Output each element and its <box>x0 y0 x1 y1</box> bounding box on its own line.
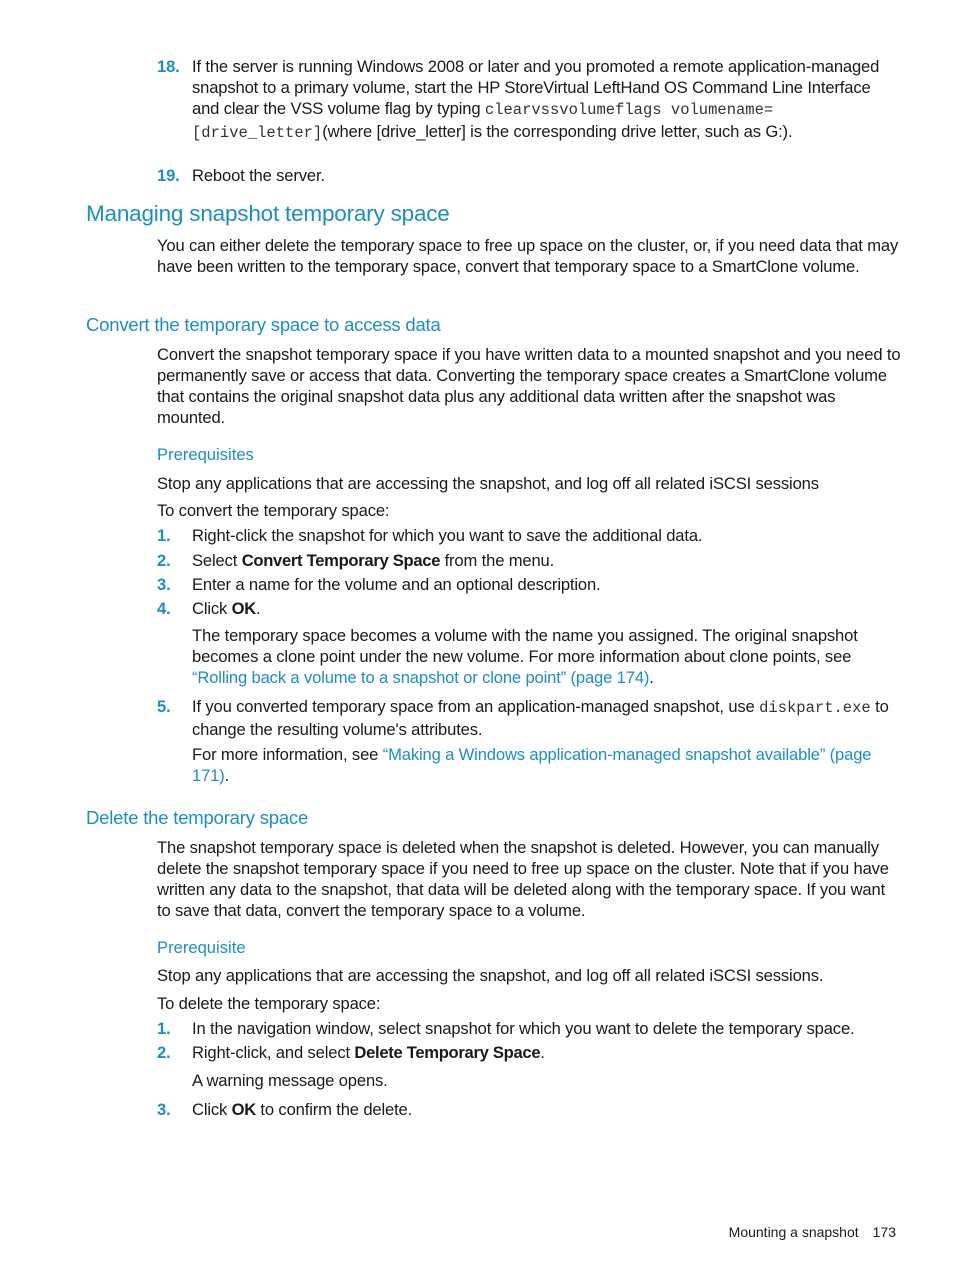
button-name: OK <box>231 1100 256 1119</box>
convert-step-4 <box>157 598 902 619</box>
step-number: 3. <box>157 1100 171 1119</box>
convert-intro: Convert the snapshot temporary space if you have written data to a mounted snapshot and you need to permanently save or access that data. Converting the temporary space creates a SmartClone volume that contains the original snapshot data plus any additional data written after the snapshot was mounted. <box>157 345 901 427</box>
section-intro: You can either delete the temporary space to free up space on the cluster, or, if you need data that may have been written to the temporary space, convert that temporary space to a SmartClone volume. <box>157 236 899 276</box>
code-clearvssvolumeflags: clearvssvolumeflags volumename=[drive_letter] <box>192 101 774 142</box>
page-footer <box>729 1222 896 1242</box>
step-19 <box>157 165 902 186</box>
convert-step-4-note: The temporary space becomes a volume with the name you assigned. The original snapshot becomes a clone point under the new volume. For more information about clone points, see “Rolling back a volume to a snapshot or clone point” (page 174). <box>192 626 858 687</box>
step-number: 4. <box>157 599 171 618</box>
step-number: 1. <box>157 1019 171 1038</box>
delete-step-2-note: A warning message opens. <box>192 1071 388 1090</box>
delete-lead: To delete the temporary space: <box>157 994 381 1013</box>
delete-intro: The snapshot temporary space is deleted when the snapshot is deleted. However, you can manually delete the snapshot temporary space if you need to free up space on the cluster. Note that if you have written any data to the snapshot, that data will be deleted along with the temporary space. If you want to save that data, convert the temporary space to a volume. <box>157 838 889 920</box>
step-text: If you converted temporary space from an application-managed snapshot, use diskpart.exe to change the resulting volume's attributes. <box>192 697 889 739</box>
footer-section-title: Mounting a snapshot <box>728 1224 859 1240</box>
section-heading-managing-snapshot-temporary-space: Managing snapshot temporary space <box>86 201 450 226</box>
step-text: Enter a name for the volume and an optional description. <box>192 575 601 594</box>
convert-step-5 <box>157 696 902 740</box>
prerequisite-heading: Prerequisite <box>157 938 246 957</box>
menu-item-name: Convert Temporary Space <box>241 551 441 570</box>
step-number: 2. <box>157 1043 171 1062</box>
subsection-heading-convert: Convert the temporary space to access data <box>86 314 441 335</box>
code-diskpart: diskpart.exe <box>759 699 871 717</box>
convert-step-1 <box>157 525 902 546</box>
step-text: Reboot the server. <box>192 166 325 185</box>
prerequisites-text: Stop any applications that are accessing the snapshot, and log off all related iSCSI sessions <box>157 474 819 493</box>
button-name: OK <box>231 599 256 618</box>
step-18 <box>157 56 902 144</box>
delete-step-1 <box>157 1018 902 1039</box>
step-number: 19. <box>157 166 180 185</box>
step-text: Click OK to confirm the delete. <box>192 1100 413 1119</box>
step-text: Click OK. <box>192 599 261 618</box>
convert-step-2 <box>157 550 902 571</box>
delete-step-2 <box>157 1042 902 1063</box>
step-number: 2. <box>157 551 171 570</box>
convert-lead: To convert the temporary space: <box>157 501 390 520</box>
step-text: Right-click the snapshot for which you want to save the additional data. <box>192 526 703 545</box>
step-number: 5. <box>157 697 171 716</box>
step-text: Right-click, and select Delete Temporary Space. <box>192 1043 545 1062</box>
link-making-windows-snapshot-available[interactable]: “Making a Windows application-managed snapshot available” (page 171) <box>192 745 872 785</box>
step-number: 18. <box>157 57 180 76</box>
menu-item-name: Delete Temporary Space <box>354 1043 541 1062</box>
link-rolling-back-volume[interactable]: “Rolling back a volume to a snapshot or clone point” (page 174) <box>192 668 650 687</box>
prerequisite-text: Stop any applications that are accessing the snapshot, and log off all related iSCSI sessions. <box>157 966 824 985</box>
subsection-heading-delete: Delete the temporary space <box>86 807 309 828</box>
step-number: 3. <box>157 575 171 594</box>
delete-step-3 <box>157 1099 902 1120</box>
page-number: 173 <box>872 1224 896 1240</box>
convert-step-3 <box>157 574 902 595</box>
step-text: Select Convert Temporary Space from the menu. <box>192 551 555 570</box>
prerequisites-heading: Prerequisites <box>157 445 254 464</box>
step-text: If the server is running Windows 2008 or later and you promoted a remote application-managed snapshot to a primary volume, start the HP StoreVirtual LeftHand OS Command Line Interface and clear the VSS volume flag by typing clearvssvolumeflags volumename=[drive_letter](where [drive_letter] is the corresponding drive letter, such as G:). <box>192 57 880 142</box>
convert-step-5-note: For more information, see “Making a Windows application-managed snapshot available” (page 171). <box>192 745 872 785</box>
step-text: In the navigation window, select snapshot for which you want to delete the temporary space. <box>192 1019 855 1038</box>
step-number: 1. <box>157 526 171 545</box>
